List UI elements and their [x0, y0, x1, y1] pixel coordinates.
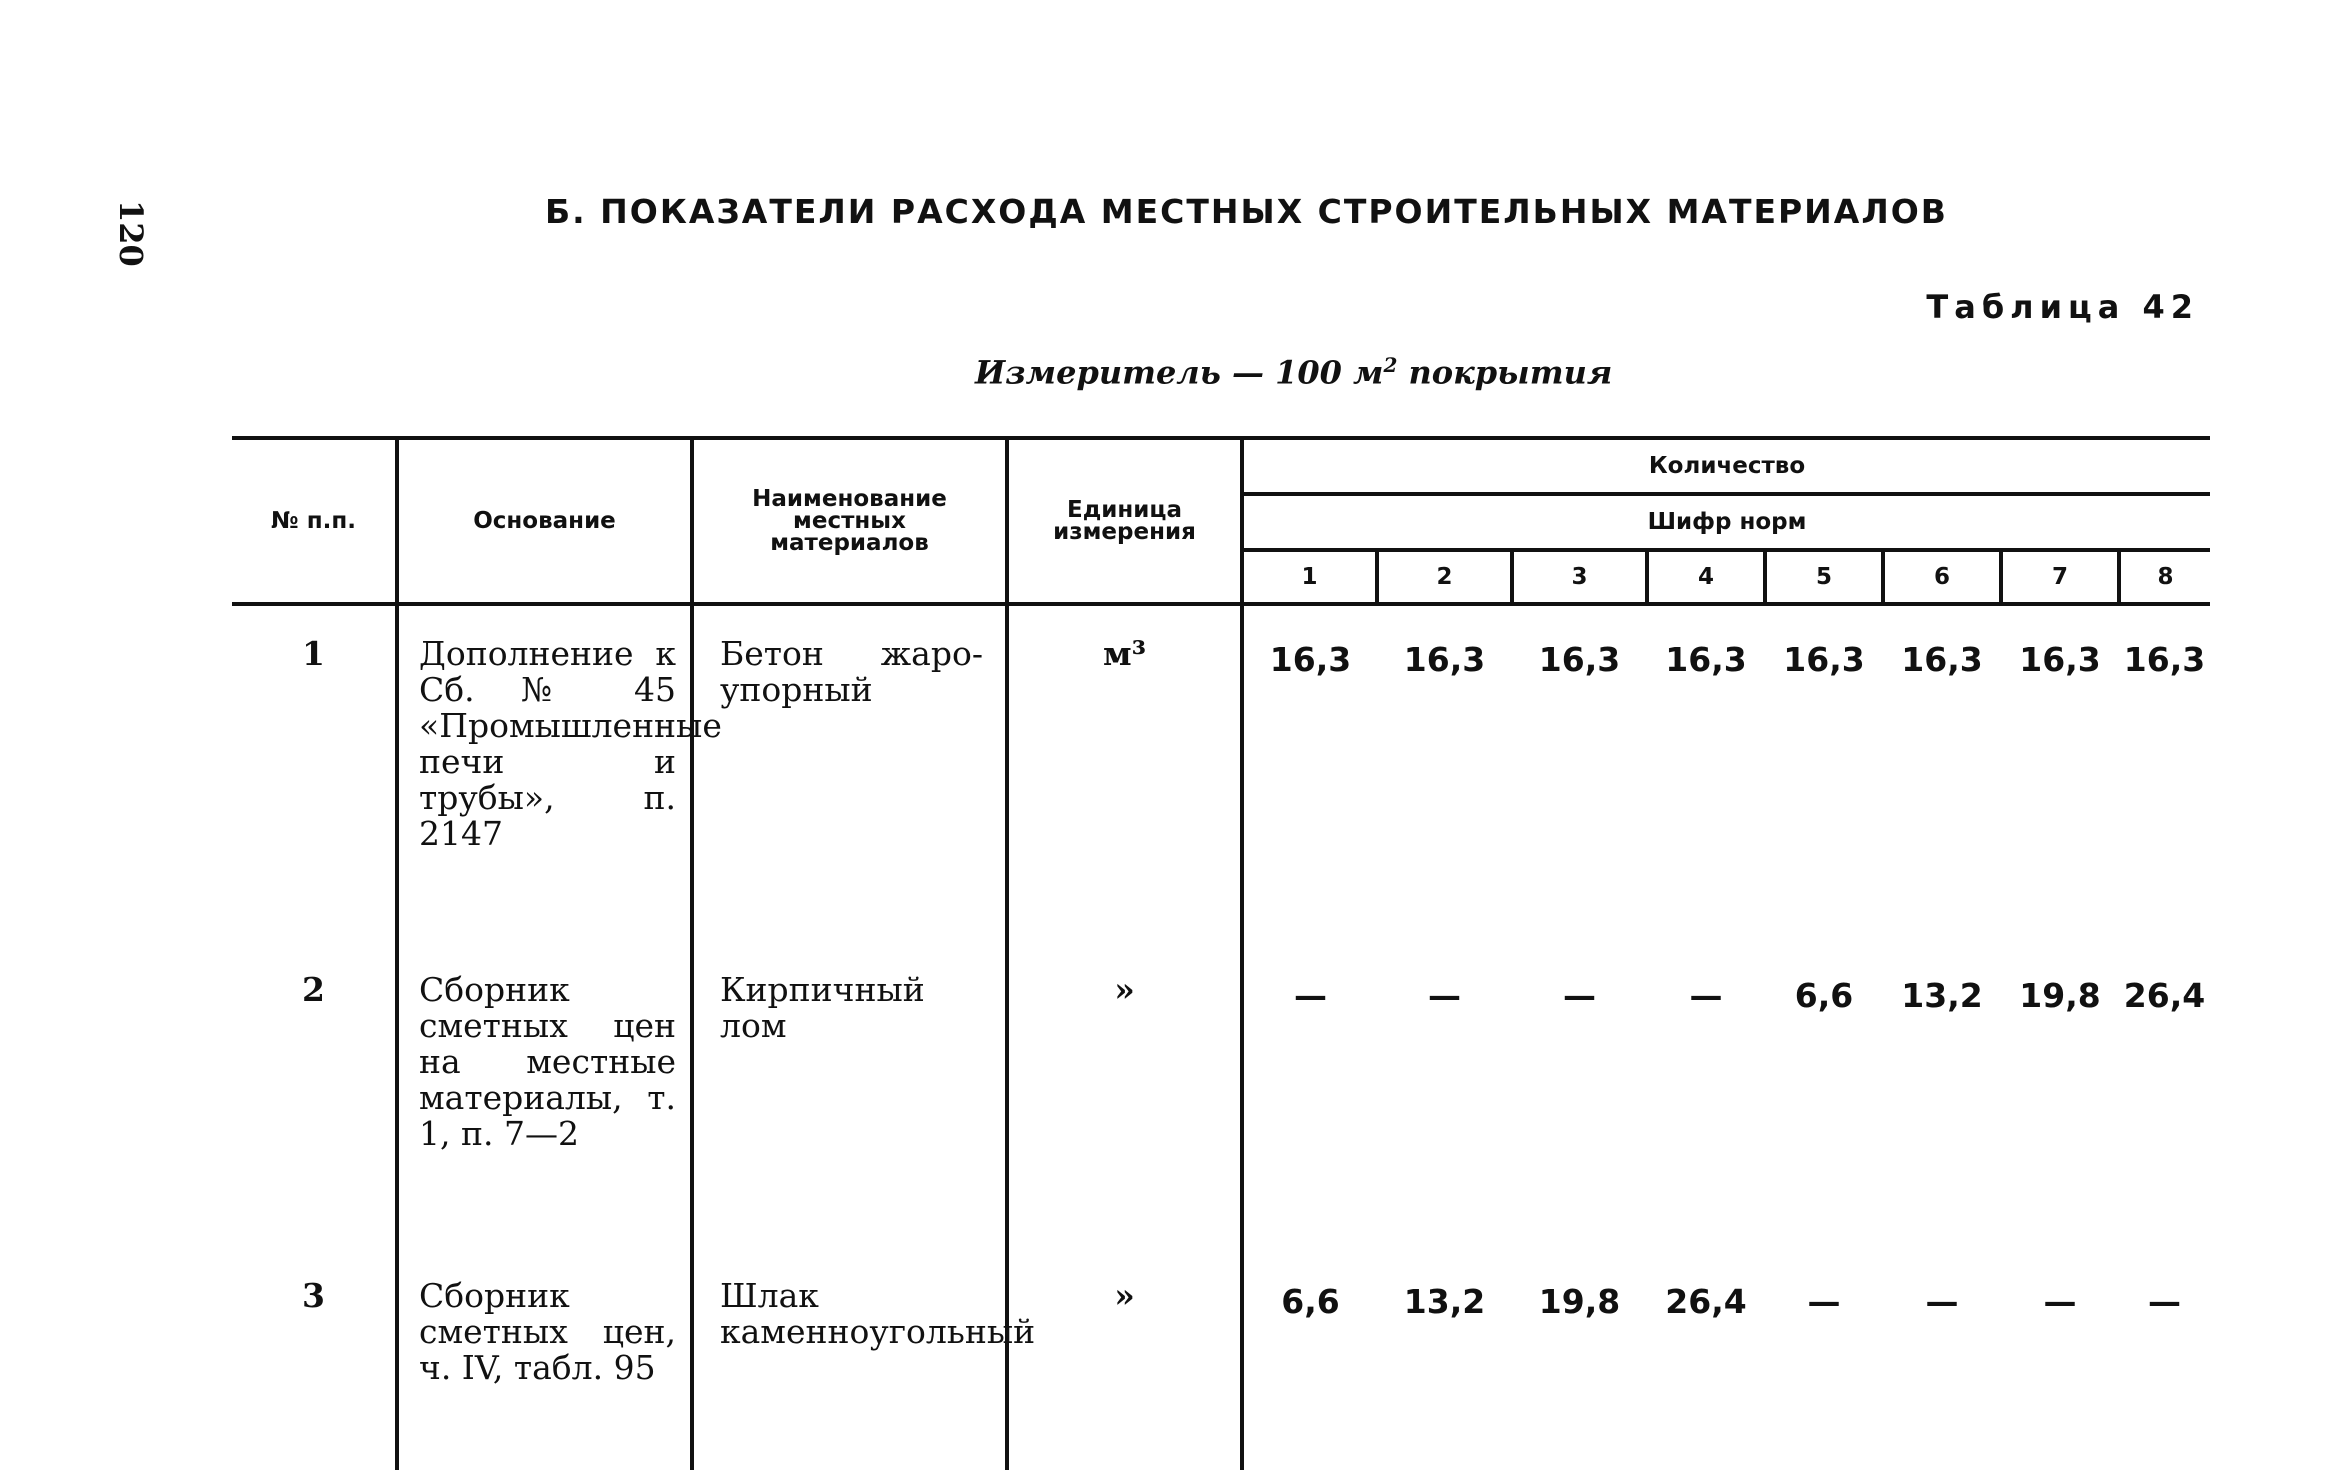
page-number: 120: [112, 200, 150, 267]
header-material: Наименование местных материалов: [692, 438, 1007, 604]
row-number: 2: [302, 970, 325, 1009]
row-value: —: [1563, 976, 1596, 1015]
code-number: 7: [2001, 550, 2119, 604]
row-value: 19,8: [2019, 976, 2101, 1015]
row-value: —: [1925, 1282, 1959, 1321]
table-row: [232, 604, 2210, 942]
header-basis: Основание: [397, 438, 692, 604]
row-value: 16,3: [1901, 640, 1983, 679]
row-number: 1: [302, 634, 325, 673]
row-value: —: [1242, 942, 1377, 1248]
row-value: 16,3: [2123, 640, 2206, 679]
meter-prefix: Измеритель — 100 м: [975, 353, 1384, 392]
row-value: —: [1428, 976, 1461, 1015]
meter-superscript: 2: [1383, 353, 1398, 377]
code-number: 8: [2119, 550, 2210, 604]
row-value: —: [1807, 1282, 1841, 1321]
row-value: 16,3: [1242, 604, 1377, 942]
table-meter: [975, 353, 1612, 392]
header-quantity: Количество: [1242, 438, 2210, 494]
row-unit: м³: [1007, 604, 1242, 942]
row-basis: Сборник сметных цен, ч. IV, табл. 95: [397, 1248, 692, 1470]
header-num: № п.п.: [232, 438, 397, 604]
row-unit: »: [1007, 1248, 1242, 1470]
row-value: 13,2: [1901, 976, 1983, 1015]
row-material: Шлак каменноугольный: [692, 1248, 1007, 1470]
code-number: 2: [1377, 550, 1512, 604]
table-row: [232, 1248, 2210, 1470]
row-material: Кирпичный лом: [692, 942, 1007, 1248]
header-unit: Единица измерения: [1007, 438, 1242, 604]
row-value: —: [1689, 976, 1723, 1015]
row-value: 19,8: [1538, 1282, 1621, 1321]
row-value: 6,6: [1794, 976, 1854, 1015]
row-value: —: [2043, 1282, 2077, 1321]
row-value: 13,2: [1403, 1282, 1486, 1321]
row-value: 16,3: [1665, 640, 1747, 679]
code-number: 3: [1512, 550, 1647, 604]
materials-table: [232, 436, 2210, 1470]
code-number: 6: [1883, 550, 2001, 604]
row-value: 26,4: [1665, 1282, 1747, 1321]
code-number: 1: [1242, 550, 1377, 604]
row-basis: Дополнение к Сб. № 45 «Промышленные печи и трубы», п. 2147: [397, 604, 692, 942]
table-label: Таблица 42: [1926, 288, 2199, 326]
table-row: [232, 942, 2210, 1248]
code-number: 4: [1647, 550, 1765, 604]
row-value: 6,6: [1242, 1248, 1377, 1470]
meter-suffix: покрытия: [1397, 353, 1613, 392]
row-basis: Сборник сметных цен на местные материалы, т. 1, п. 7—2: [397, 942, 692, 1248]
page-title: Б. ПОКАЗАТЕЛИ РАСХОДА МЕСТНЫХ СТРОИТЕЛЬНЫХ МАТЕРИАЛОВ: [545, 192, 1948, 231]
row-value: 16,3: [1783, 640, 1865, 679]
row-value: —: [2148, 1282, 2182, 1321]
code-number: 5: [1765, 550, 1883, 604]
row-material: Бетон жароупорный: [692, 604, 1007, 942]
row-number: 3: [302, 1276, 325, 1315]
row-unit: »: [1007, 942, 1242, 1248]
row-value: 16,3: [1538, 640, 1621, 679]
row-value: 16,3: [1403, 640, 1486, 679]
header-codes: Шифр норм: [1242, 494, 2210, 550]
row-value: 16,3: [2019, 640, 2101, 679]
row-value: 26,4: [2123, 976, 2206, 1015]
